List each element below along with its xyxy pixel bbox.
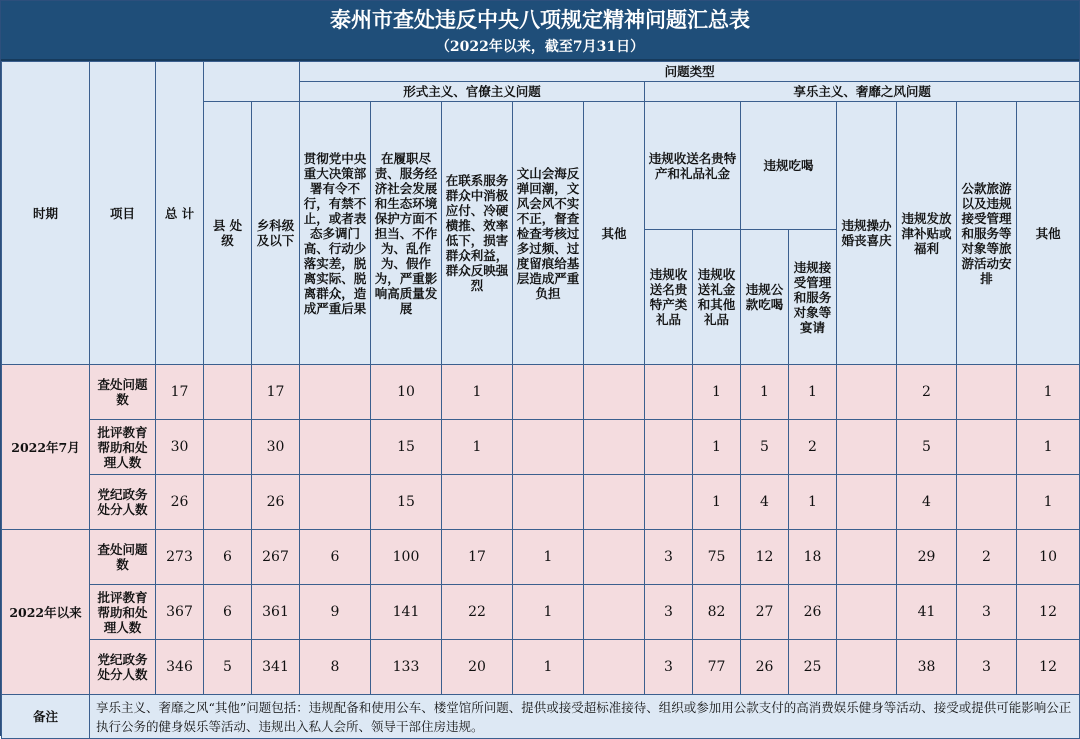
header-hedonism-group: 享乐主义、奢靡之风问题 [645,82,1080,102]
cell-formalism-4 [513,420,584,475]
cell-township: 30 [252,420,300,475]
header-formalism-4: 文山会海反弹回潮，文风会风不实不正，督查检查考核过多过频、过度留痕给基层造成严重负担 [513,102,584,365]
cell-travel: 3 [957,585,1017,640]
cell-county [204,420,252,475]
cell-subsidy: 29 [897,530,957,585]
header-township-level: 乡科级及以下 [252,102,300,365]
cell-formalism-2: 15 [371,475,442,530]
cell-formalism-4: 1 [513,585,584,640]
cell-wedding-funeral [837,420,897,475]
cell-formalism-2: 10 [371,365,442,420]
row-label: 查处问题数 [90,365,156,420]
cell-formalism-3: 1 [442,420,513,475]
header-travel: 公款旅游以及违规接受管理和服务等对象等旅游活动安排 [957,102,1017,365]
header-item: 项目 [90,62,156,365]
cell-formalism-3 [442,475,513,530]
note-text: 享乐主义、奢靡之风“其他”问题包括：违规配备和使用公车、楼堂馆所问题、提供或接受超标准接待、组织或参加用公款支付的高消费娱乐健身等活动、接受或提供可能影响公正执行公务的健身娱乐等活动、违规出入私人会所、领导干部住房违规。 [90,695,1080,739]
cell-formalism-3: 20 [442,640,513,695]
cell-formalism-4: 1 [513,530,584,585]
cell-gift-specialty [645,365,693,420]
cell-wedding-funeral [837,365,897,420]
cell-formalism-other [584,365,645,420]
header-formalism-1: 贯彻党中央重大决策部署有令不行，有禁不止，或者表态多调门高、行动少落实差，脱离实际、脱离群众，造成严重后果 [300,102,371,365]
header-period: 时期 [2,62,90,365]
cell-travel [957,420,1017,475]
cell-travel: 3 [957,640,1017,695]
cell-hedonism-other: 12 [1017,585,1080,640]
header-formalism-2: 在履职尽责、服务经济社会发展和生态环境保护方面不担当、不作为、乱作为、假作为，严重影响高质量发展 [371,102,442,365]
cell-formalism-3: 1 [442,365,513,420]
cell-travel: 2 [957,530,1017,585]
cell-hedonism-other: 1 [1017,365,1080,420]
header-level-spacer [204,62,300,102]
cell-township: 17 [252,365,300,420]
cell-county [204,365,252,420]
cell-hedonism-other: 1 [1017,475,1080,530]
cell-formalism-2: 100 [371,530,442,585]
cell-gift-cash: 1 [693,475,741,530]
cell-gift-cash: 77 [693,640,741,695]
header-gift-cash: 违规收送礼金和其他礼品 [693,230,741,365]
cell-gift-cash: 75 [693,530,741,585]
cell-dining-banquet: 1 [789,475,837,530]
cell-formalism-other [584,530,645,585]
header-dining-public: 违规公款吃喝 [741,230,789,365]
cell-travel [957,365,1017,420]
cell-dining-public: 12 [741,530,789,585]
cell-township: 267 [252,530,300,585]
cell-dining-banquet: 18 [789,530,837,585]
cell-formalism-4 [513,475,584,530]
cell-total: 30 [156,420,204,475]
page-subtitle: （2022年以来，截至7月31日） [435,39,645,55]
cell-formalism-4 [513,365,584,420]
cell-county: 6 [204,530,252,585]
cell-formalism-2: 141 [371,585,442,640]
summary-table [1,61,1080,739]
cell-township: 361 [252,585,300,640]
cell-hedonism-other: 12 [1017,640,1080,695]
cell-hedonism-other: 10 [1017,530,1080,585]
cell-hedonism-other: 1 [1017,420,1080,475]
period-label: 2022年以来 [2,530,90,695]
header-formalism-other: 其他 [584,102,645,365]
cell-formalism-other [584,585,645,640]
cell-formalism-2: 15 [371,420,442,475]
cell-dining-public: 26 [741,640,789,695]
cell-county [204,475,252,530]
cell-formalism-other [584,475,645,530]
cell-gift-cash: 82 [693,585,741,640]
title-banner [1,1,1079,61]
cell-total: 17 [156,365,204,420]
cell-formalism-3: 17 [442,530,513,585]
cell-subsidy: 38 [897,640,957,695]
cell-formalism-other [584,420,645,475]
cell-dining-banquet: 1 [789,365,837,420]
cell-total: 367 [156,585,204,640]
cell-total: 273 [156,530,204,585]
cell-subsidy: 5 [897,420,957,475]
cell-gift-specialty [645,475,693,530]
cell-formalism-1: 8 [300,640,371,695]
cell-formalism-1: 6 [300,530,371,585]
cell-formalism-other [584,640,645,695]
row-label: 党纪政务处分人数 [90,475,156,530]
header-county-level: 县 处 级 [204,102,252,365]
period-label: 2022年7月 [2,365,90,530]
cell-travel [957,475,1017,530]
cell-gift-cash: 1 [693,420,741,475]
cell-dining-public: 5 [741,420,789,475]
cell-formalism-4: 1 [513,640,584,695]
cell-dining-public: 27 [741,585,789,640]
header-dining-group: 违规吃喝 [741,102,837,230]
header-subsidy: 违规发放津补贴或福利 [897,102,957,365]
cell-gift-specialty [645,420,693,475]
cell-subsidy: 2 [897,365,957,420]
header-total: 总 计 [156,62,204,365]
header-gift-group: 违规收送名贵特产和礼品礼金 [645,102,741,230]
cell-wedding-funeral [837,475,897,530]
cell-gift-specialty: 3 [645,640,693,695]
header-dining-banquet: 违规接受管理和服务对象等宴请 [789,230,837,365]
header-wedding-funeral: 违规操办婚丧喜庆 [837,102,897,365]
header-formalism-group: 形式主义、官僚主义问题 [300,82,645,102]
row-label: 批评教育帮助和处理人数 [90,420,156,475]
cell-township: 341 [252,640,300,695]
cell-gift-specialty: 3 [645,585,693,640]
cell-gift-cash: 1 [693,365,741,420]
header-gift-specialty: 违规收送名贵特产类礼品 [645,230,693,365]
cell-dining-public: 4 [741,475,789,530]
cell-formalism-1 [300,420,371,475]
cell-township: 26 [252,475,300,530]
cell-total: 346 [156,640,204,695]
cell-formalism-1 [300,365,371,420]
row-label: 查处问题数 [90,530,156,585]
cell-formalism-1: 9 [300,585,371,640]
cell-wedding-funeral [837,530,897,585]
header-hedonism-other: 其他 [1017,102,1080,365]
cell-dining-banquet: 25 [789,640,837,695]
cell-wedding-funeral [837,585,897,640]
cell-gift-specialty: 3 [645,530,693,585]
cell-wedding-funeral [837,640,897,695]
cell-formalism-3: 22 [442,585,513,640]
cell-county: 6 [204,585,252,640]
page-title: 泰州市查处违反中央八项规定精神问题汇总表 [330,7,750,32]
cell-subsidy: 4 [897,475,957,530]
row-label: 党纪政务处分人数 [90,640,156,695]
cell-formalism-2: 133 [371,640,442,695]
cell-county: 5 [204,640,252,695]
header-formalism-3: 在联系服务群众中消极应付、冷硬横推、效率低下，损害群众利益，群众反映强烈 [442,102,513,365]
cell-dining-public: 1 [741,365,789,420]
cell-formalism-1 [300,475,371,530]
note-label: 备注 [2,695,90,739]
cell-dining-banquet: 26 [789,585,837,640]
row-label: 批评教育帮助和处理人数 [90,585,156,640]
cell-subsidy: 41 [897,585,957,640]
header-problem-type: 问题类型 [300,62,1080,82]
cell-total: 26 [156,475,204,530]
cell-dining-banquet: 2 [789,420,837,475]
